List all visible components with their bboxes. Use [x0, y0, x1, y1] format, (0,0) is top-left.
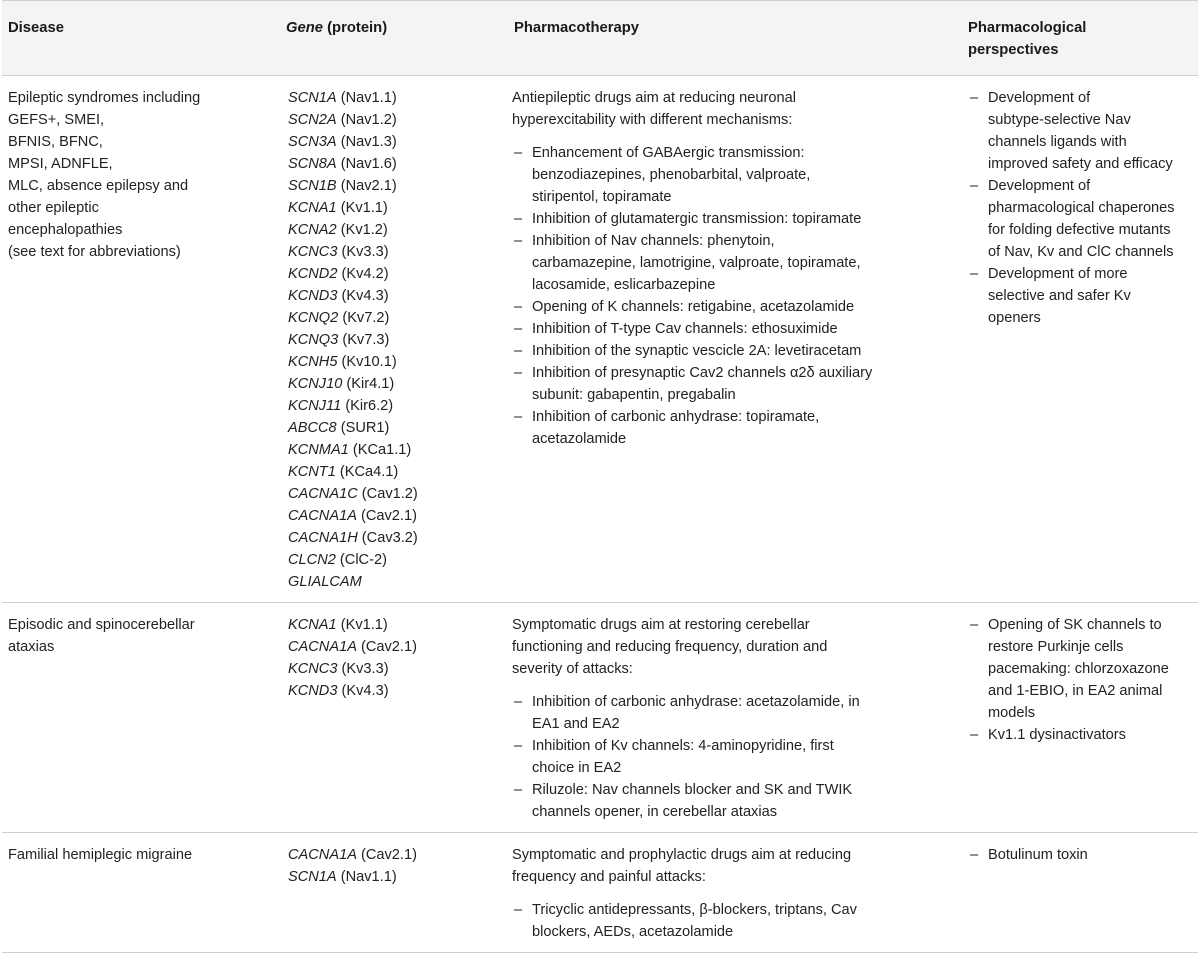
item-line: – Inhibition of carbonic anhydrase: acetazolamide, in	[532, 694, 860, 710]
gene-symbol: KCND3	[288, 683, 338, 699]
disease-line: MPSI, ADNFLE,	[8, 156, 113, 172]
header-gene	[280, 1, 508, 76]
gene-entry	[288, 439, 502, 461]
perspectives-cell	[962, 833, 1198, 953]
gene-entry	[288, 395, 502, 417]
protein-name: (Nav1.1)	[336, 90, 397, 106]
intro-line: functioning and reducing frequency, duration and	[512, 639, 828, 655]
gene-symbol: KCND2	[288, 266, 338, 282]
intro-line: Antiepileptic drugs aim at reducing neuronal	[512, 90, 796, 106]
pharmacotherapy-item	[512, 142, 956, 208]
disease-cell	[2, 603, 280, 833]
gene-cell	[280, 833, 508, 953]
item-line: acetazolamide	[532, 431, 627, 447]
protein-name: (Kv3.3)	[337, 244, 389, 260]
pharmacotherapy-item	[512, 340, 956, 362]
gene-symbol: CACNA1C	[288, 486, 358, 502]
item-line: EA1 and EA2	[532, 716, 620, 732]
item-line: – Enhancement of GABAergic transmission:	[532, 145, 805, 161]
perspectives-list	[968, 844, 1192, 866]
protein-name: (Kv3.3)	[337, 661, 389, 677]
disease-line: (see text for abbreviations)	[8, 244, 181, 260]
intro-line: frequency and painful attacks:	[512, 869, 706, 885]
item-line: restore Purkinje cells	[988, 639, 1124, 655]
item-line: models	[988, 705, 1036, 721]
perspectives-list	[968, 87, 1192, 329]
gene-symbol: SCN8A	[288, 156, 337, 172]
protein-name: (Kv7.3)	[338, 332, 390, 348]
item-line: – Kv1.1 dysinactivators	[988, 727, 1126, 743]
pharmacotherapy-item	[512, 406, 956, 450]
table-row	[2, 833, 1198, 953]
gene-symbol: KCNQ3	[288, 332, 339, 348]
gene-symbol: KCNJ10	[288, 376, 343, 392]
pharmacotherapy-item	[512, 691, 956, 735]
protein-name: (Cav3.2)	[357, 530, 418, 546]
pharmacotherapy-item	[512, 318, 956, 340]
gene-entry	[288, 571, 502, 593]
item-line: openers	[988, 310, 1041, 326]
item-line: channels opener, in cerebellar ataxias	[532, 804, 778, 820]
gene-symbol: SCN3A	[288, 134, 337, 150]
intro-line: hyperexcitability with different mechanisms:	[512, 112, 793, 128]
item-line: – Riluzole: Nav channels blocker and SK and TWIK	[532, 782, 853, 798]
perspectives-list	[968, 614, 1192, 746]
disease-line: Episodic and spinocerebellar	[8, 617, 195, 633]
gene-entry	[288, 263, 502, 285]
item-line: – Development of	[988, 178, 1091, 194]
gene-symbol: CACNA1A	[288, 508, 357, 524]
disease-line: Epileptic syndromes including	[8, 90, 201, 106]
protein-name: (SUR1)	[336, 420, 390, 436]
protein-name: (Nav1.3)	[336, 134, 397, 150]
gene-symbol: KCNC3	[288, 244, 338, 260]
pharmacotherapy-item	[512, 779, 956, 823]
item-line: – Opening of K channels: retigabine, acetazolamide	[532, 299, 855, 315]
intro-line: Symptomatic drugs aim at restoring cerebellar	[512, 617, 810, 633]
gene-entry	[288, 131, 502, 153]
item-line: of Nav, Kv and ClC channels	[988, 244, 1174, 260]
item-line: – Inhibition of T-type Cav channels: ethosuximide	[532, 321, 838, 337]
item-line: choice in EA2	[532, 760, 622, 776]
item-line: stiripentol, topiramate	[532, 189, 672, 205]
gene-symbol: KCNA2	[288, 222, 337, 238]
header-pharmacotherapy	[508, 1, 962, 76]
gene-entry	[288, 527, 502, 549]
item-line: – Inhibition of Nav channels: phenytoin,	[532, 233, 775, 249]
gene-entry	[288, 87, 502, 109]
gene-symbol: KCNH5	[288, 354, 338, 370]
item-line: selective and safer Kv	[988, 288, 1131, 304]
header-disease	[2, 1, 280, 76]
header-perspectives-line: perspectives	[968, 42, 1059, 58]
gene-symbol: KCNJ11	[288, 398, 342, 414]
item-line: subunit: gabapentin, pregabalin	[532, 387, 736, 403]
item-line: pacemaking: chlorzoxazone	[988, 661, 1169, 677]
table-body	[2, 76, 1198, 953]
gene-cell	[280, 603, 508, 833]
item-line: and 1-EBIO, in EA2 animal	[988, 683, 1163, 699]
pharmacotherapy-item	[512, 296, 956, 318]
gene-symbol: ABCC8	[288, 420, 337, 436]
item-line: – Inhibition of Kv channels: 4-aminopyridine, first	[532, 738, 834, 754]
gene-symbol: SCN1B	[288, 178, 337, 194]
gene-symbol: KCND3	[288, 288, 338, 304]
item-line: subtype-selective Nav	[988, 112, 1131, 128]
disease-line: BFNIS, BFNC,	[8, 134, 103, 150]
gene-entry	[288, 461, 502, 483]
gene-cell	[280, 76, 508, 603]
item-line: benzodiazepines, phenobarbital, valproate,	[532, 167, 811, 183]
header-perspectives-line: Pharmacological	[968, 20, 1087, 36]
perspectives-item	[968, 175, 1192, 263]
gene-entry	[288, 109, 502, 131]
item-line: for folding defective mutants	[988, 222, 1171, 238]
item-line: – Tricyclic antidepressants, β-blockers, triptans, Cav	[532, 902, 857, 918]
header-row	[2, 1, 1198, 76]
protein-name: (Kv1.2)	[336, 222, 388, 238]
pharmacotherapy-item	[512, 230, 956, 296]
gene-symbol: CACNA1H	[288, 530, 358, 546]
gene-entry	[288, 614, 502, 636]
item-line: – Inhibition of presynaptic Cav2 channels α2δ auxiliary	[532, 365, 873, 381]
table-header	[2, 1, 1198, 76]
item-line: improved safety and efficacy	[988, 156, 1173, 172]
gene-entry	[288, 329, 502, 351]
protein-name: (Kv1.1)	[336, 200, 388, 216]
item-line: blockers, AEDs, acetazolamide	[532, 924, 734, 940]
gene-symbol: GLIALCAM	[288, 574, 362, 590]
pharmacotherapy-intro	[512, 87, 956, 131]
pharmacotherapy-intro	[512, 614, 956, 680]
header-disease-label: Disease	[8, 20, 64, 36]
protein-name: (Nav2.1)	[336, 178, 397, 194]
header-perspectives	[962, 1, 1198, 76]
pharmacotherapy-list	[512, 691, 956, 823]
gene-symbol: CLCN2	[288, 552, 336, 568]
gene-entry	[288, 307, 502, 329]
gene-symbol: SCN1A	[288, 90, 337, 106]
header-gene-rest: (protein)	[323, 20, 388, 36]
pharmacotherapy-item	[512, 362, 956, 406]
disease-line: encephalopathies	[8, 222, 123, 238]
perspectives-item	[968, 614, 1192, 724]
gene-entry	[288, 285, 502, 307]
gene-symbol: KCNMA1	[288, 442, 349, 458]
protein-name: (Nav1.6)	[336, 156, 397, 172]
gene-entry	[288, 658, 502, 680]
pharmacotherapy-list	[512, 899, 956, 943]
gene-symbol: CACNA1A	[288, 639, 357, 655]
gene-entry	[288, 241, 502, 263]
protein-name: (Kv4.3)	[337, 683, 389, 699]
protein-name: (Cav2.1)	[356, 847, 417, 863]
item-line: – Inhibition of glutamatergic transmission: topiramate	[532, 211, 862, 227]
disease-line: Familial hemiplegic migraine	[8, 847, 193, 863]
header-gene-italic: Gene	[286, 20, 324, 36]
gene-entry	[288, 549, 502, 571]
table-row	[2, 76, 1198, 603]
item-line: – Development of more	[988, 266, 1128, 282]
gene-entry	[288, 417, 502, 439]
gene-entry	[288, 373, 502, 395]
table-row	[2, 603, 1198, 833]
protein-name: (Kv10.1)	[337, 354, 397, 370]
protein-name: (Nav1.2)	[336, 112, 397, 128]
gene-entry	[288, 153, 502, 175]
gene-entry	[288, 844, 502, 866]
item-line: – Inhibition of carbonic anhydrase: topiramate,	[532, 409, 820, 425]
gene-symbol: KCNA1	[288, 200, 337, 216]
disease-line: MLC, absence epilepsy and	[8, 178, 189, 194]
header-pharmacotherapy-label: Pharmacotherapy	[514, 20, 640, 36]
gene-symbol: KCNT1	[288, 464, 336, 480]
gene-symbol: CACNA1A	[288, 847, 357, 863]
gene-symbol: SCN1A	[288, 869, 337, 885]
perspectives-item	[968, 724, 1192, 746]
item-line: – Development of	[988, 90, 1091, 106]
protein-name: (Kv4.3)	[337, 288, 389, 304]
disease-line: GEFS+, SMEI,	[8, 112, 105, 128]
channelopathy-table	[2, 0, 1198, 953]
perspectives-cell	[962, 603, 1198, 833]
protein-name: (ClC-2)	[335, 552, 387, 568]
protein-name: (Nav1.1)	[336, 869, 397, 885]
item-line: – Opening of SK channels to	[988, 617, 1162, 633]
protein-name: (Kir4.1)	[342, 376, 395, 392]
pharmacotherapy-item	[512, 899, 956, 943]
disease-cell	[2, 76, 280, 603]
pharmacotherapy-list	[512, 142, 956, 450]
pharmacotherapy-intro	[512, 844, 956, 888]
intro-line: Symptomatic and prophylactic drugs aim at reducing	[512, 847, 852, 863]
gene-symbol: KCNQ2	[288, 310, 339, 326]
gene-entry	[288, 351, 502, 373]
disease-line: other epileptic	[8, 200, 99, 216]
gene-symbol: KCNA1	[288, 617, 337, 633]
pharmacotherapy-item	[512, 208, 956, 230]
intro-line: severity of attacks:	[512, 661, 633, 677]
item-line: carbamazepine, lamotrigine, valproate, topiramate,	[532, 255, 861, 271]
gene-entry	[288, 680, 502, 702]
protein-name: (Kv1.1)	[336, 617, 388, 633]
protein-name: (Kv4.2)	[337, 266, 389, 282]
perspectives-item	[968, 844, 1192, 866]
gene-entry	[288, 866, 502, 888]
protein-name: (Cav2.1)	[356, 639, 417, 655]
protein-name: (Cav1.2)	[357, 486, 418, 502]
perspectives-item	[968, 87, 1192, 175]
pharmacotherapy-cell	[508, 833, 962, 953]
protein-name: (KCa1.1)	[348, 442, 412, 458]
pharmacotherapy-item	[512, 735, 956, 779]
item-line: – Inhibition of the synaptic vescicle 2A: levetiracetam	[532, 343, 862, 359]
disease-cell	[2, 833, 280, 953]
protein-name: (Kir6.2)	[341, 398, 394, 414]
item-line: channels ligands with	[988, 134, 1127, 150]
gene-symbol: KCNC3	[288, 661, 338, 677]
gene-entry	[288, 219, 502, 241]
protein-name: (KCa4.1)	[335, 464, 399, 480]
perspectives-item	[968, 263, 1192, 329]
item-line: – Botulinum toxin	[988, 847, 1088, 863]
protein-name: (Cav2.1)	[356, 508, 417, 524]
gene-entry	[288, 197, 502, 219]
gene-symbol: SCN2A	[288, 112, 337, 128]
gene-entry	[288, 505, 502, 527]
pharmacotherapy-cell	[508, 76, 962, 603]
pharmacotherapy-cell	[508, 603, 962, 833]
perspectives-cell	[962, 76, 1198, 603]
gene-entry	[288, 175, 502, 197]
item-line: pharmacological chaperones	[988, 200, 1175, 216]
gene-entry	[288, 483, 502, 505]
disease-line: ataxias	[8, 639, 55, 655]
gene-entry	[288, 636, 502, 658]
item-line: lacosamide, eslicarbazepine	[532, 277, 716, 293]
protein-name: (Kv7.2)	[338, 310, 390, 326]
